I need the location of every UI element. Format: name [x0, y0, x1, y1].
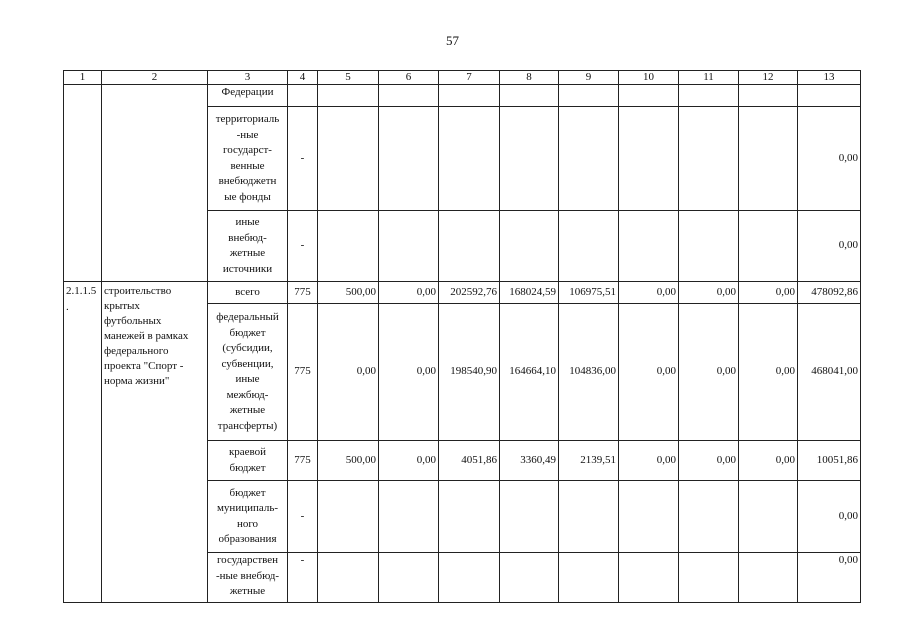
value-cell: 0,00	[798, 481, 861, 553]
value-cell: 2139,51	[559, 441, 619, 481]
value-cell: 500,00	[318, 282, 379, 304]
value-cell: 0,00	[379, 304, 439, 441]
header-cell: 1	[64, 71, 102, 85]
header-cell: 11	[679, 71, 739, 85]
header-cell: 10	[619, 71, 679, 85]
table-row	[64, 85, 861, 107]
value-cell: -	[288, 211, 318, 282]
value-cell: 468041,00	[798, 304, 861, 441]
value-cell: 198540,90	[439, 304, 500, 441]
budget-table	[63, 70, 861, 603]
source-cell: иные внебюд- жетные источники	[208, 211, 288, 282]
value-cell: 0,00	[798, 211, 861, 282]
name-cell-empty	[102, 85, 208, 282]
header-cell: 8	[500, 71, 559, 85]
value-cell: 775	[288, 282, 318, 304]
header-cell: 4	[288, 71, 318, 85]
value-cell: 202592,76	[439, 282, 500, 304]
value-cell: 500,00	[318, 441, 379, 481]
value-cell: 0,00	[739, 304, 798, 441]
header-row	[64, 71, 861, 85]
value-cell: 3360,49	[500, 441, 559, 481]
value-cell: 106975,51	[559, 282, 619, 304]
item-code: 2.1.1.5 .	[64, 282, 102, 603]
source-cell: всего	[208, 282, 288, 304]
header-cell: 2	[102, 71, 208, 85]
value-cell: 0,00	[739, 282, 798, 304]
value-cell: 0,00	[798, 553, 861, 603]
value-cell: 0,00	[739, 441, 798, 481]
value-cell: 164664,10	[500, 304, 559, 441]
page-number: 57	[446, 33, 459, 48]
value-cell: 0,00	[379, 282, 439, 304]
value-cell: 478092,86	[798, 282, 861, 304]
source-cell: государствен -ные внебюд- жетные	[208, 553, 288, 603]
header-cell: 7	[439, 71, 500, 85]
header-cell: 9	[559, 71, 619, 85]
table-row	[64, 282, 861, 304]
value-cell: -	[288, 107, 318, 211]
source-cell: Федерации	[208, 85, 288, 107]
value-cell: 0,00	[619, 304, 679, 441]
value-cell: 0,00	[679, 282, 739, 304]
value-cell: 0,00	[679, 304, 739, 441]
value-cell: 0,00	[379, 441, 439, 481]
value-cell: 0,00	[619, 282, 679, 304]
value-cell: 0,00	[798, 107, 861, 211]
header-cell: 6	[379, 71, 439, 85]
value-cell: -	[288, 553, 318, 603]
value-cell: 775	[288, 441, 318, 481]
source-cell: федеральный бюджет (субсидии, субвенции, иные межбюд- жетные трансферты)	[208, 304, 288, 441]
value-cell: 775	[288, 304, 318, 441]
header-cell: 13	[798, 71, 861, 85]
code-cell-empty	[64, 85, 102, 282]
value-cell: 168024,59	[500, 282, 559, 304]
item-name: строительство крытых футбольных манежей в рамках федерального проекта "Спорт - норма жизни"	[102, 282, 208, 603]
header-cell: 12	[739, 71, 798, 85]
value-cell: 0,00	[679, 441, 739, 481]
value-cell: 4051,86	[439, 441, 500, 481]
source-cell: краевой бюджет	[208, 441, 288, 481]
value-cell: -	[288, 481, 318, 553]
value-cell: 0,00	[318, 304, 379, 441]
value-cell: 0,00	[619, 441, 679, 481]
source-cell: территориаль -ные государст- венные внебюджетн ые фонды	[208, 107, 288, 211]
header-cell: 5	[318, 71, 379, 85]
value-cell: 104836,00	[559, 304, 619, 441]
header-cell: 3	[208, 71, 288, 85]
source-cell: бюджет муниципаль- ного образования	[208, 481, 288, 553]
value-cell: 10051,86	[798, 441, 861, 481]
